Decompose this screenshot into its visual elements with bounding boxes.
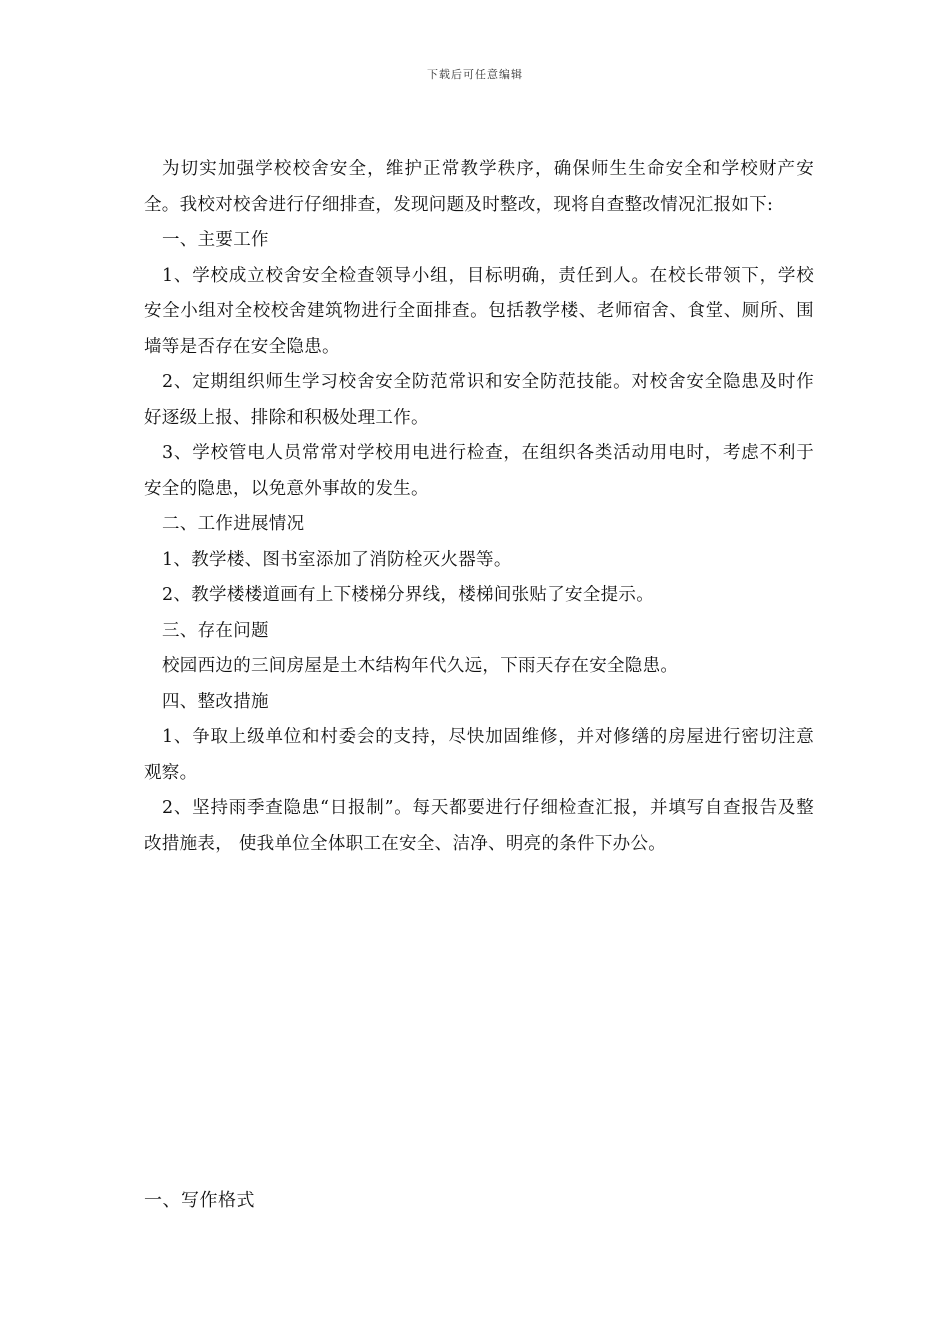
page-header-note: 下载后可任意编辑: [427, 68, 523, 81]
measures-item-2: 2、坚持雨季查隐患“日报制”。每天都要进行仔细检查汇报，并填写自查报告及整改措施表， 使我单位全体职工在安全、洁净、明亮的条件下办公。: [144, 798, 814, 854]
section-heading-problems: 三、存在问题: [162, 620, 269, 641]
section-heading-main-work: 一、主要工作: [162, 230, 269, 250]
writing-format-heading: 一、写作格式: [144, 1190, 255, 1211]
section-heading-measures: 四、整改措施: [162, 691, 269, 712]
progress-item-1: 1、教学楼、图书室添加了消防栓灭火器等。: [162, 549, 512, 570]
intro-paragraph: 为切实加强学校校舍安全，维护正常教学秩序，确保师生生命安全和学校财产安全。我校对校舍进行仔细排查，发现问题及时整改，现将自查整改情况汇报如下:: [144, 159, 814, 215]
measures-item-1: 1、争取上级单位和村委会的支持，尽快加固维修，并对修缮的房屋进行密切注意观察。: [144, 727, 814, 783]
progress-item-2: 2、教学楼楼道画有上下楼梯分界线，楼梯间张贴了安全提示。: [162, 585, 655, 605]
main-work-item-2: 2、定期组织师生学习校舍安全防范常识和安全防范技能。对校舍安全隐患及时作好逐级上报、排除和积极处理工作。: [144, 372, 814, 428]
section-heading-progress: 二、工作进展情况: [162, 514, 305, 534]
main-work-item-1: 1、学校成立校舍安全检查领导小组，目标明确，责任到人。在校长带领下，学校安全小组对全校校舍建筑物进行全面排查。包括教学楼、老师宿舍、食堂、厕所、围墙等是否存在安全隐患。: [144, 265, 814, 357]
main-work-item-3: 3、学校管电人员常常对学校用电进行检查，在组织各类活动用电时，考虑不利于安全的隐患，以免意外事故的发生。: [144, 443, 814, 499]
problems-paragraph: 校园西边的三间房屋是土木结构年代久远，下雨天存在安全隐患。: [162, 656, 679, 676]
document-body: [144, 152, 814, 862]
